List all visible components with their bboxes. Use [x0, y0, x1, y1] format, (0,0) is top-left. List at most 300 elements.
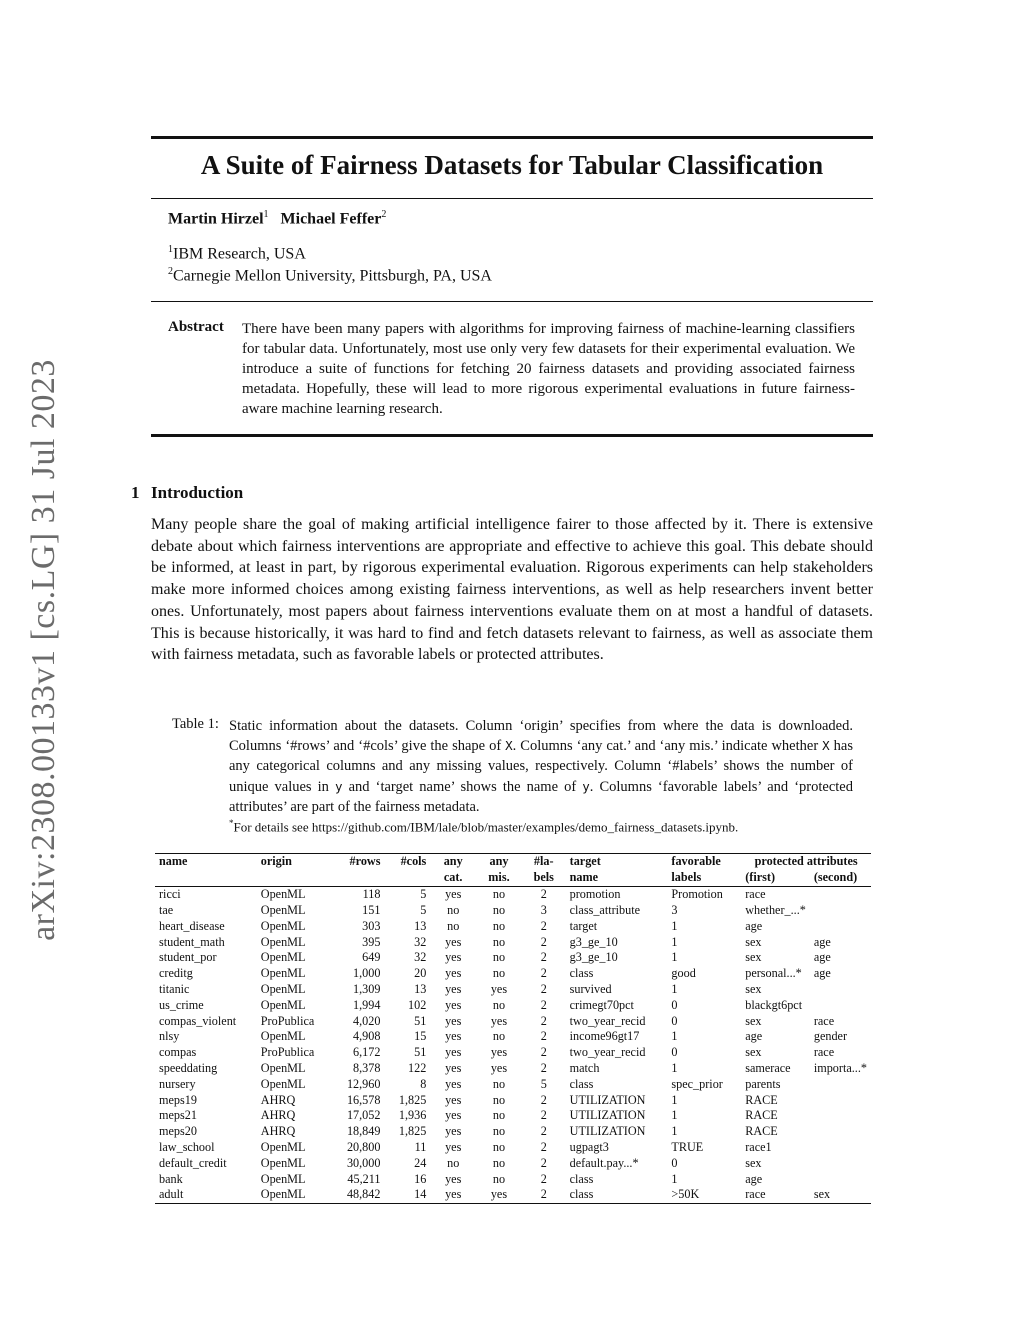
header-cell: [257, 870, 333, 887]
paper-title: A Suite of Fairness Datasets for Tabular Classification: [200, 150, 824, 180]
table-row: [155, 1014, 871, 1030]
table-cell: 1: [671, 1029, 678, 1044]
table-cell: bank: [159, 1171, 183, 1186]
table-cell: meps20: [159, 1124, 197, 1139]
table-row: [155, 1029, 871, 1045]
table-cell: no: [492, 1108, 506, 1123]
table-cell: 395: [362, 934, 381, 949]
table-cell: AHRQ: [260, 1108, 296, 1123]
section-title: Introduction: [151, 483, 244, 502]
table-cell: no: [492, 1155, 506, 1170]
table-cell: 1,825: [398, 1124, 427, 1139]
table-cell: sex: [813, 1187, 831, 1202]
table-cell: 2: [540, 1187, 547, 1202]
table-cell: UTILIZATION: [569, 1124, 646, 1139]
table-cell: yes: [445, 950, 462, 965]
header-cell: any: [489, 854, 509, 868]
table-cell: sex: [745, 1155, 762, 1170]
header-cell: [333, 870, 385, 887]
table-cell: 1: [671, 1060, 678, 1075]
table-cell: sex: [745, 934, 762, 949]
table-cell: yes: [445, 981, 462, 996]
arxiv-identifier: arXiv:2308.00133v1 [cs.LG] 31 Jul 2023: [25, 359, 62, 941]
table-cell: 17,052: [346, 1108, 381, 1123]
caption-code: X: [822, 738, 830, 754]
table-cell: OpenML: [260, 1187, 306, 1202]
table-header-row: [155, 854, 871, 870]
table-row: [155, 1124, 871, 1140]
table-row: [155, 1172, 871, 1188]
table-cell: 3: [671, 902, 678, 917]
abstract-label: Abstract: [168, 319, 224, 335]
table-row: [155, 903, 871, 919]
table-cell: OpenML: [260, 1171, 306, 1186]
table-cell: OpenML: [260, 1060, 306, 1075]
affiliation: [168, 244, 306, 263]
table-cell: 30,000: [346, 1155, 381, 1170]
header-cell: favorable: [671, 854, 721, 868]
table-cell: student_math: [159, 934, 225, 949]
table-row: [155, 1108, 871, 1124]
table-cell: two_year_recid: [569, 1013, 646, 1028]
table-footnote: [229, 818, 738, 835]
affiliation: [168, 266, 492, 285]
table-cell: 1: [671, 934, 678, 949]
table-cell: [810, 903, 871, 919]
caption-text: has any categorical columns and any missing values, respectively. Column ‘#labels’ shows the number of unique values in: [229, 738, 854, 795]
table-cell: OpenML: [260, 981, 306, 996]
table-cell: 1,936: [398, 1108, 427, 1123]
table-cell: no: [492, 1029, 506, 1044]
table-cell: [810, 998, 871, 1014]
table-cell: yes: [445, 966, 462, 981]
table-cell: yes: [445, 1076, 462, 1091]
table-cell: spec_prior: [671, 1076, 723, 1091]
table-cell: no: [447, 918, 460, 933]
table-cell: 1: [671, 1092, 678, 1107]
table-row: [155, 1156, 871, 1172]
table-cell: yes: [445, 887, 462, 902]
table-cell: 1,309: [353, 981, 381, 996]
table-cell: 2: [540, 1139, 547, 1154]
table-cell: yes: [445, 1187, 462, 1202]
table-cell: race1: [745, 1139, 772, 1154]
table-cell: 8,378: [353, 1060, 381, 1075]
table-cell: 15: [414, 1029, 427, 1044]
table-cell: yes: [445, 1092, 462, 1107]
table-cell: two_year_recid: [569, 1045, 646, 1060]
table-cell: 32: [414, 934, 427, 949]
table-cell: compas_violent: [159, 1013, 237, 1028]
table-cell: sex: [745, 981, 762, 996]
caption-text: and ‘target name’ shows the name of: [348, 778, 577, 795]
table-cell: 12,960: [346, 1076, 381, 1091]
header-cell: protected attributes: [754, 854, 858, 868]
table-cell: default_credit: [159, 1155, 227, 1170]
abstract-top-rule: [151, 301, 873, 302]
table-cell: yes: [445, 934, 462, 949]
table-cell: 2: [540, 950, 547, 965]
affiliation-mark: 2: [168, 266, 173, 277]
table-cell: 51: [414, 1013, 427, 1028]
table-row: [155, 998, 871, 1014]
caption-code: y: [335, 778, 343, 794]
table-cell: no: [492, 1139, 506, 1154]
table-cell: 48,842: [346, 1187, 381, 1202]
table-row: [155, 966, 871, 982]
table-cell: sex: [745, 1045, 762, 1060]
header-cell: target: [569, 854, 601, 868]
table-cell: no: [492, 887, 506, 902]
table-cell: 13: [414, 918, 427, 933]
title-rule: [151, 198, 873, 199]
abstract-bottom-rule: [151, 434, 873, 437]
caption-text: . Columns ‘any cat.’ and ‘any mis.’ indicate whether: [512, 738, 819, 755]
table-cell: no: [492, 1076, 506, 1091]
affiliation-mark: 1: [168, 244, 173, 255]
introduction-paragraph: Many people share the goal of making artificial intelligence fairer to those affected by it. There is extensive debate about which fairness interventions are appropriate and effective to achieve this goal. This debate should be informed, at least in part, by rigorous experimental evaluation. Rigorous experiments can help stakeholders make more informed choices among existing fairness interventions, as well as help researchers invent better ones. Unfortunately, most papers about fairness interventions evaluate them on at most a handful of datasets. This is because historically, it was hard to find and fetch datasets relevant to fairness, as well as associate them with fairness metadata, such as favorable labels or protected attributes.: [151, 516, 873, 664]
table-cell: ProPublica: [260, 1013, 315, 1028]
table-cell: titanic: [159, 981, 190, 996]
table-cell: income96gt17: [569, 1029, 640, 1044]
author-mark: 1: [263, 209, 269, 220]
header-cell: #la-: [533, 854, 554, 868]
header-cell: #cols: [400, 854, 427, 868]
table-cell: 2: [540, 887, 547, 902]
table-cell: parents: [745, 1076, 781, 1091]
table-cell: 5: [420, 887, 427, 902]
table-cell: 1,000: [353, 966, 381, 981]
table-cell: 303: [362, 918, 381, 933]
table-cell: yes: [490, 1187, 508, 1202]
table-cell: yes: [490, 1060, 508, 1075]
table-cell: no: [492, 1124, 506, 1139]
table-cell: g3_ge_10: [569, 934, 618, 949]
table-cell: >50K: [671, 1187, 700, 1202]
table-cell: no: [447, 1155, 460, 1170]
header-cell: cat.: [430, 870, 476, 887]
header-cell: [384, 870, 430, 887]
table-cell: 1: [671, 1171, 678, 1186]
table-cell: class: [569, 1076, 594, 1091]
top-rule: [151, 136, 873, 139]
table-cell: law_school: [159, 1139, 215, 1154]
table-cell: 2: [540, 934, 547, 949]
table-cell: no: [492, 950, 506, 965]
table-cell: yes: [490, 1013, 508, 1028]
table-cell: 0: [671, 997, 678, 1012]
table-cell: 2: [540, 918, 547, 933]
table-cell: 1: [671, 1124, 678, 1139]
header-cell: name: [566, 870, 668, 887]
table-cell: age: [813, 966, 831, 981]
table-cell: 24: [414, 1155, 427, 1170]
table-cell: meps21: [159, 1108, 197, 1123]
table-cell: personal...*: [745, 966, 802, 981]
table-cell: 4,908: [353, 1029, 381, 1044]
table-cell: 2: [540, 1013, 547, 1028]
table-cell: race: [745, 887, 766, 902]
table-cell: 2: [540, 997, 547, 1012]
table-cell: no: [492, 934, 506, 949]
table-cell: no: [492, 1092, 506, 1107]
caption-code: X: [505, 738, 513, 754]
table-cell: age: [745, 1029, 763, 1044]
table-cell: RACE: [745, 1092, 778, 1107]
table-cell: Promotion: [671, 887, 723, 902]
table-cell: creditg: [159, 966, 193, 981]
section-number: 1: [131, 483, 140, 502]
table-cell: ProPublica: [260, 1045, 315, 1060]
table-cell: samerace: [745, 1060, 791, 1075]
table-cell: 1: [671, 950, 678, 965]
table-cell: 2: [540, 1108, 547, 1123]
table-cell: 2: [540, 1171, 547, 1186]
table-cell: yes: [445, 1108, 462, 1123]
table-cell: [810, 919, 871, 935]
table-cell: blackgt6pct: [745, 997, 803, 1012]
table-row: [155, 1061, 871, 1077]
table-cell: sex: [745, 1013, 762, 1028]
header-cell: origin: [260, 854, 292, 868]
table-cell: [810, 1077, 871, 1093]
table-cell: OpenML: [260, 1076, 306, 1091]
table-cell: yes: [445, 1045, 462, 1060]
header-cell: bels: [522, 870, 566, 887]
table-cell: g3_ge_10: [569, 950, 618, 965]
header-cell: [155, 870, 257, 887]
table-cell: 2: [540, 1029, 547, 1044]
table-cell: 45,211: [347, 1171, 381, 1186]
table-row: [155, 950, 871, 966]
table-cell: OpenML: [260, 887, 306, 902]
table-cell: compas: [159, 1045, 197, 1060]
table-cell: yes: [445, 1029, 462, 1044]
table-cell: 8: [420, 1076, 427, 1091]
table-cell: default.pay...*: [569, 1155, 639, 1170]
table-cell: [810, 1140, 871, 1156]
table-cell: yes: [445, 1124, 462, 1139]
table-cell: 649: [362, 950, 381, 965]
table-cell: RACE: [745, 1124, 778, 1139]
header-cell: #rows: [349, 854, 381, 868]
table-cell: nursery: [159, 1076, 196, 1091]
table-cell: 2: [540, 1060, 547, 1075]
table-cell: class_attribute: [569, 902, 641, 917]
table-cell: [810, 982, 871, 998]
table-cell: heart_disease: [159, 918, 225, 933]
table-cell: class: [569, 1187, 594, 1202]
table-cell: match: [569, 1060, 600, 1075]
table-row: [155, 1187, 871, 1203]
table-cell: [810, 1093, 871, 1109]
table-cell: 1,994: [353, 997, 381, 1012]
table-cell: race: [813, 1013, 835, 1028]
table-cell: 2: [540, 1124, 547, 1139]
table-cell: yes: [445, 1060, 462, 1075]
table-cell: AHRQ: [260, 1092, 296, 1107]
table-cell: ugpagt3: [569, 1139, 609, 1154]
table-cell: 2: [540, 966, 547, 981]
table-cell: age: [813, 950, 831, 965]
table-cell: 4,020: [353, 1013, 381, 1028]
table-cell: OpenML: [260, 1029, 306, 1044]
table-cell: OpenML: [260, 918, 306, 933]
table-cell: 13: [414, 981, 427, 996]
author-name: Martin Hirzel: [168, 210, 264, 228]
table-cell: 20: [414, 966, 427, 981]
table-cell: 0: [671, 1155, 678, 1170]
table-cell: [810, 1172, 871, 1188]
author-name: Michael Feffer: [280, 210, 382, 228]
table-cell: 1: [671, 1108, 678, 1123]
table-cell: no: [492, 997, 506, 1012]
table-row: [155, 887, 871, 903]
table-cell: 102: [408, 997, 427, 1012]
table-cell: gender: [813, 1029, 848, 1044]
footnote-mark: *: [229, 818, 234, 828]
table-cell: 16,578: [346, 1092, 381, 1107]
table-cell: 1: [671, 981, 678, 996]
table-cell: 11: [414, 1139, 427, 1154]
table-cell: whether_...*: [745, 902, 806, 917]
table-row: [155, 1045, 871, 1061]
table-cell: ricci: [159, 887, 181, 902]
table-cell: 2: [540, 1045, 547, 1060]
table-cell: tae: [159, 902, 174, 917]
table-cell: 122: [408, 1060, 427, 1075]
table-cell: 32: [414, 950, 427, 965]
table-cell: race: [813, 1045, 835, 1060]
author-mark: 2: [381, 209, 387, 220]
table-caption-label: Table 1:: [172, 716, 219, 732]
table-cell: yes: [445, 1139, 462, 1154]
table-cell: yes: [445, 1013, 462, 1028]
table-cell: 151: [362, 902, 381, 917]
table-cell: UTILIZATION: [569, 1108, 646, 1123]
table-cell: speeddating: [159, 1060, 218, 1075]
table-cell: age: [745, 918, 763, 933]
table-cell: class: [569, 966, 594, 981]
table-cell: promotion: [569, 887, 621, 902]
table-cell: OpenML: [260, 934, 306, 949]
table-cell: 3: [540, 902, 547, 917]
table-cell: UTILIZATION: [569, 1092, 646, 1107]
table-cell: 0: [671, 1013, 678, 1028]
table-cell: RACE: [745, 1108, 778, 1123]
table-cell: adult: [159, 1187, 184, 1202]
table-row: [155, 919, 871, 935]
table-caption: [229, 716, 853, 817]
table-cell: 18,849: [346, 1124, 381, 1139]
table-cell: OpenML: [260, 1139, 306, 1154]
footnote-text: For details see https://github.com/IBM/lale/blob/master/examples/demo_fairness_datasets.ipynb.: [233, 819, 739, 835]
table-cell: 14: [414, 1187, 427, 1202]
header-cell: mis.: [476, 870, 522, 887]
datasets-table: [155, 853, 871, 1204]
table-cell: yes: [490, 1045, 508, 1060]
table-cell: yes: [490, 981, 508, 996]
table-cell: 1: [671, 918, 678, 933]
table-cell: sex: [745, 950, 762, 965]
table-cell: survived: [569, 981, 612, 996]
table-cell: TRUE: [671, 1139, 704, 1154]
table-cell: good: [671, 966, 696, 981]
table-cell: 2: [540, 1092, 547, 1107]
table-cell: no: [492, 966, 506, 981]
table-row: [155, 1077, 871, 1093]
author-list: [168, 209, 386, 228]
header-cell: (first): [741, 870, 810, 887]
table-cell: 20,800: [346, 1139, 381, 1154]
table-cell: meps19: [159, 1092, 197, 1107]
table-cell: no: [492, 1171, 506, 1186]
table-cell: 5: [540, 1076, 547, 1091]
header-cell: name: [159, 854, 188, 868]
table-cell: age: [813, 934, 831, 949]
table-row: [155, 1140, 871, 1156]
abstract-text: There have been many papers with algorithms for improving fairness of machine-learning classifiers for tabular data. Unfortunately, most use only very few datasets for their experimental evaluation. We introduce a suite of functions for fetching 20 fairness datasets and providing associated fairness metadata. Hopefully, these will lead to more rigorous experimental evaluations in future fairness-aware machine learning research.: [242, 321, 855, 417]
header-cell: labels: [667, 870, 741, 887]
table-cell: race: [745, 1187, 766, 1202]
table-row: [155, 935, 871, 951]
table-cell: OpenML: [260, 997, 306, 1012]
table-cell: class: [569, 1171, 594, 1186]
table-cell: [810, 1124, 871, 1140]
table-cell: OpenML: [260, 902, 306, 917]
table-cell: importa...*: [813, 1060, 867, 1075]
table-cell: [810, 1156, 871, 1172]
table-cell: student_por: [159, 950, 217, 965]
caption-code: y: [582, 778, 590, 794]
table-cell: OpenML: [260, 966, 306, 981]
caption-text: . Columns ‘favorable labels’ and ‘protected attributes’ are part of the fairness metadata.: [229, 778, 853, 815]
table-cell: target: [569, 918, 598, 933]
header-cell: (second): [810, 870, 871, 887]
table-header-row: [155, 870, 871, 887]
table-cell: OpenML: [260, 950, 306, 965]
table-cell: 6,172: [353, 1045, 381, 1060]
table-cell: no: [492, 918, 506, 933]
table-cell: 1,825: [398, 1092, 427, 1107]
table-cell: no: [447, 902, 460, 917]
table-cell: 2: [540, 981, 547, 996]
table-cell: [810, 1108, 871, 1124]
table-cell: nlsy: [159, 1029, 180, 1044]
table-cell: 2: [540, 1155, 547, 1170]
table-cell: crimegt70pct: [569, 997, 634, 1012]
table-row: [155, 982, 871, 998]
table-cell: [810, 887, 871, 903]
table-cell: us_crime: [159, 997, 204, 1012]
table-cell: yes: [445, 997, 462, 1012]
table-cell: AHRQ: [260, 1124, 296, 1139]
table-cell: 118: [362, 887, 381, 902]
table-cell: no: [492, 902, 506, 917]
table-body: [155, 887, 871, 1204]
table-cell: yes: [445, 1171, 462, 1186]
header-cell: any: [443, 854, 463, 868]
affiliation-text: IBM Research, USA: [173, 245, 306, 263]
table-cell: 51: [414, 1045, 427, 1060]
table-cell: 5: [420, 902, 427, 917]
caption-text: Static information about the datasets. Column ‘origin’ specifies from where the data is downloaded. Columns ‘#rows’ and ‘#cols’ give the shape of: [229, 718, 853, 755]
table-cell: 0: [671, 1045, 678, 1060]
table-cell: age: [745, 1171, 763, 1186]
affiliation-text: Carnegie Mellon University, Pittsburgh, PA, USA: [173, 267, 492, 285]
table-cell: 16: [414, 1171, 427, 1186]
table-cell: OpenML: [260, 1155, 306, 1170]
